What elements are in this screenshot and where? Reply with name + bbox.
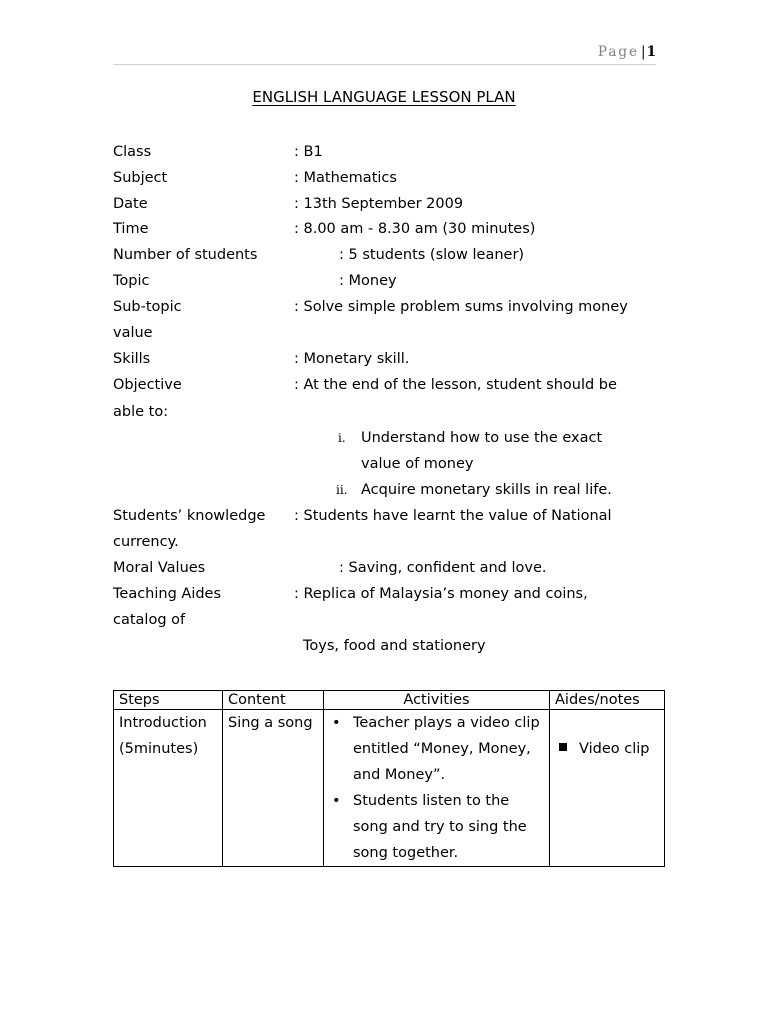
activities-list xyxy=(329,710,544,866)
subject-label: Subject xyxy=(113,170,168,186)
objective-item-number: i. xyxy=(338,431,346,445)
page-number-header xyxy=(598,44,656,60)
page-number: 1 xyxy=(646,44,656,60)
activity-text: Students listen to the song and try to sing the song together. xyxy=(353,793,527,861)
table-header-row xyxy=(114,691,665,710)
page-title: ENGLISH LANGUAGE LESSON PLAN xyxy=(252,88,516,106)
objective-item-text-wrap: value of money xyxy=(361,456,474,472)
list-item xyxy=(329,788,544,866)
table-row xyxy=(114,710,665,867)
topic-value: : Money xyxy=(339,273,397,289)
skills-label: Skills xyxy=(113,351,151,367)
cell-activities xyxy=(324,710,550,867)
square-bullet-icon xyxy=(559,743,567,751)
moral-values-value: : Saving, confident and love. xyxy=(339,560,547,576)
subtopic-label: Sub-topic xyxy=(113,299,182,315)
cell-aides-notes xyxy=(550,710,665,867)
lesson-steps-table xyxy=(113,690,665,867)
teaching-aides-wrap: catalog of xyxy=(113,612,186,628)
knowledge-value: : Students have learnt the value of National xyxy=(294,508,612,524)
subject-value: : Mathematics xyxy=(294,170,397,186)
date-value: : 13th September 2009 xyxy=(294,196,464,212)
students-label: Number of students xyxy=(113,247,258,263)
students-value: : 5 students (slow leaner) xyxy=(339,247,525,263)
knowledge-label: Students’ knowledge xyxy=(113,508,266,524)
page-word: Page xyxy=(597,44,640,60)
subtopic-value: : Solve simple problem sums involving money xyxy=(294,299,628,315)
column-header-steps: Steps xyxy=(114,691,223,710)
objective-item-text: Understand how to use the exact xyxy=(361,430,603,446)
objective-item-text: Acquire monetary skills in real life. xyxy=(361,482,612,498)
topic-label: Topic xyxy=(113,273,150,289)
bullet-icon: • xyxy=(332,715,341,731)
class-label: Class xyxy=(113,144,152,160)
objective-value: : At the end of the lesson, student should be xyxy=(294,377,617,393)
objective-item-number: ii. xyxy=(336,483,348,497)
cell-steps xyxy=(114,710,223,867)
date-label: Date xyxy=(113,196,148,212)
cell-content: Sing a song xyxy=(223,710,324,867)
teaching-aides-value: : Replica of Malaysia’s money and coins, xyxy=(294,586,588,602)
subtopic-wrap: value xyxy=(113,325,153,341)
column-header-content: Content xyxy=(223,691,324,710)
teaching-aides-label: Teaching Aides xyxy=(113,586,222,602)
bullet-icon: • xyxy=(332,793,341,809)
list-item xyxy=(329,710,544,788)
objective-label: Objective xyxy=(113,377,182,393)
class-value: : B1 xyxy=(294,144,323,160)
header-rule xyxy=(113,64,656,65)
aides-note-item xyxy=(555,736,659,762)
objective-wrap: able to: xyxy=(113,404,169,420)
knowledge-wrap: currency. xyxy=(113,534,179,550)
time-label: Time xyxy=(113,221,149,237)
aides-note-text: Video clip xyxy=(579,741,650,757)
column-header-activities: Activities xyxy=(324,691,550,710)
activity-text: Teacher plays a video clip entitled “Money, Money, and Money”. xyxy=(353,715,540,783)
page-separator: | xyxy=(641,44,646,60)
time-value: : 8.00 am - 8.30 am (30 minutes) xyxy=(294,221,536,237)
step-name: Introduction xyxy=(119,715,207,731)
column-header-aides-notes: Aides/notes xyxy=(550,691,665,710)
step-duration: (5minutes) xyxy=(119,741,199,757)
teaching-aides-line2: Toys, food and stationery xyxy=(303,638,486,654)
moral-values-label: Moral Values xyxy=(113,560,206,576)
skills-value: : Monetary skill. xyxy=(294,351,410,367)
